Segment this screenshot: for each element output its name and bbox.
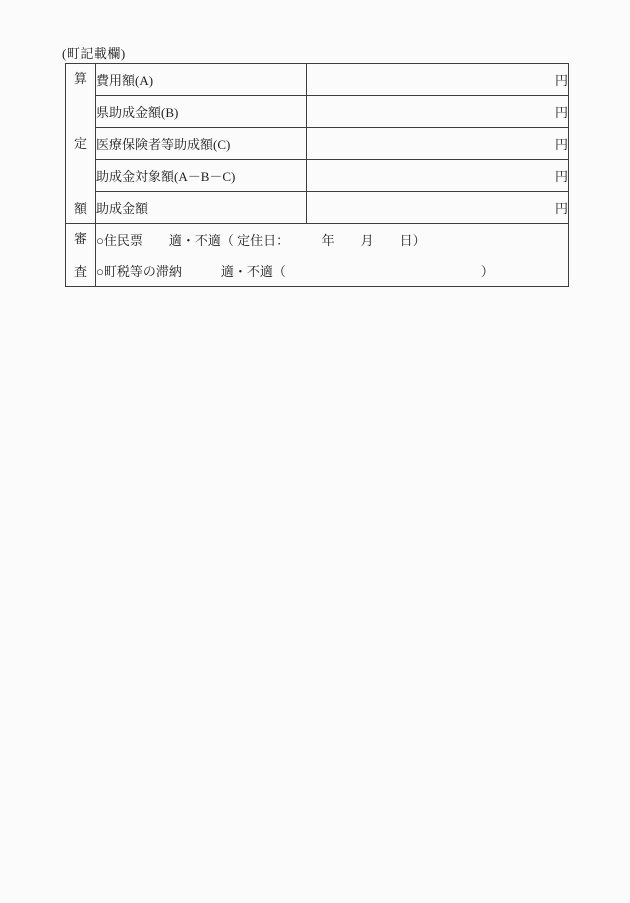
item-label-cost-amount: 費用額(A) bbox=[96, 64, 307, 96]
vertical-label-char: 査 bbox=[73, 264, 87, 279]
vertical-label-char: 定 bbox=[73, 136, 87, 151]
table-row bbox=[66, 96, 569, 128]
item-label-subsidy-amount: 助成金額 bbox=[96, 192, 307, 224]
table-row bbox=[66, 64, 569, 96]
item-label-subsidy-target-amount: 助成金対象額(A－B－C) bbox=[96, 160, 307, 192]
town-entry-table bbox=[65, 63, 569, 287]
review-row-resident-card: ○住民票 適・不適（ 定住日： 年 月 日） bbox=[96, 224, 569, 256]
vertical-label-char: 算 bbox=[73, 71, 87, 86]
town-entry-note: (町記載欄) bbox=[62, 46, 126, 61]
table-row bbox=[66, 255, 569, 287]
table-row bbox=[66, 224, 569, 256]
vertical-label-char: 審 bbox=[73, 231, 87, 246]
item-label-prefecture-subsidy: 県助成金額(B) bbox=[96, 96, 307, 128]
table-row bbox=[66, 192, 569, 224]
item-label-medical-insurer-subsidy: 医療保険者等助成額(C) bbox=[96, 128, 307, 160]
amount-cell-yen: 円 bbox=[307, 160, 569, 192]
amount-cell-yen: 円 bbox=[307, 192, 569, 224]
amount-cell-yen: 円 bbox=[307, 128, 569, 160]
calc-section-vertical-label bbox=[66, 64, 96, 224]
calc-section-vertical-label-chars bbox=[66, 64, 95, 223]
table-row bbox=[66, 128, 569, 160]
review-section-vertical-label-chars bbox=[66, 224, 95, 286]
review-row-town-tax-arrears: ○町税等の滞納 適・不適（ ） bbox=[96, 255, 569, 287]
review-section-vertical-label bbox=[66, 224, 96, 287]
table-row bbox=[66, 160, 569, 192]
vertical-label-char: 額 bbox=[73, 201, 87, 216]
amount-cell-yen: 円 bbox=[307, 96, 569, 128]
amount-cell-yen: 円 bbox=[307, 64, 569, 96]
